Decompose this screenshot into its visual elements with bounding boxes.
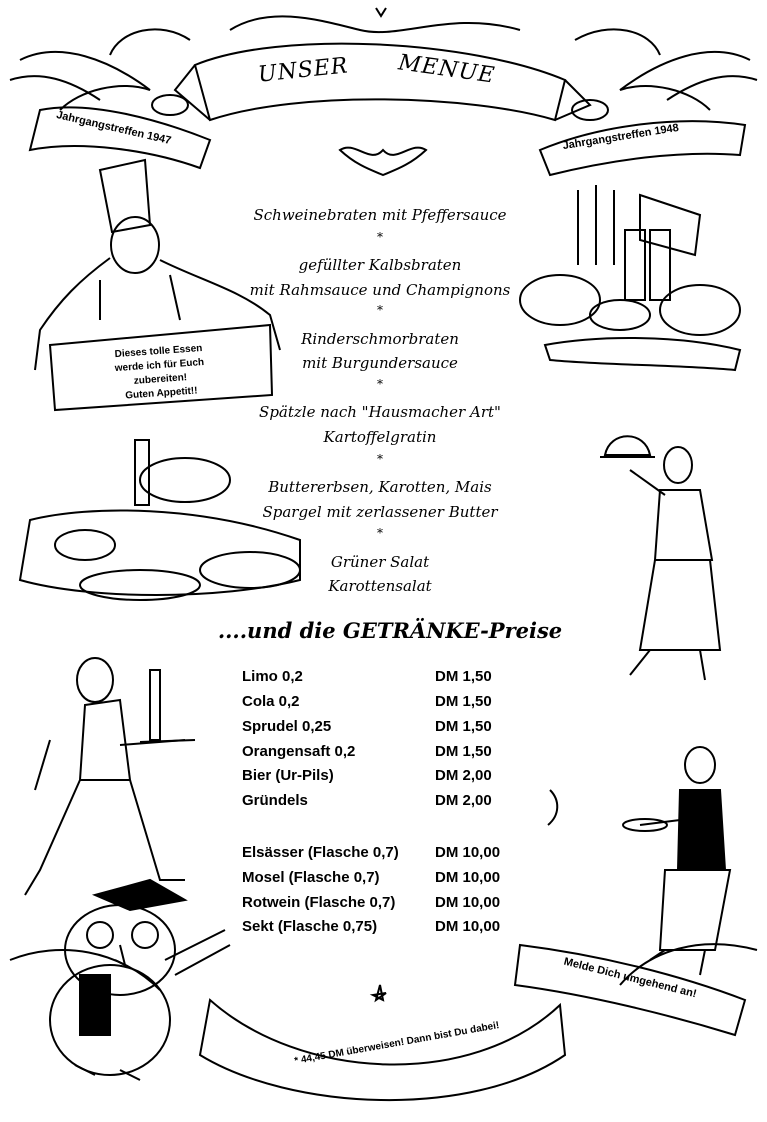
menu-item-schweinebraten: Schweinebraten mit Pfeffersauce bbox=[253, 206, 507, 224]
drinks-heading: ....und die GETRÄNKE-Preise bbox=[217, 618, 563, 643]
drink-price: DM 1,50 bbox=[435, 743, 492, 760]
drink-price: DM 10,00 bbox=[435, 844, 501, 861]
drink-name: Limo 0,2 bbox=[242, 668, 303, 685]
drink-name: Cola 0,2 bbox=[242, 693, 300, 710]
footer-right-banner bbox=[515, 945, 745, 1035]
drink-name: Orangensaft 0,2 bbox=[242, 743, 356, 760]
footer-signup-text: Melde Dich umgehend an! bbox=[562, 955, 698, 1001]
drink-price: DM 10,00 bbox=[435, 894, 501, 911]
drink-name: Bier (Ur-Pils) bbox=[242, 767, 334, 784]
drink-row bbox=[242, 918, 532, 942]
drink-row bbox=[242, 894, 532, 918]
banner-1948: Jahrgangstreffen 1948 bbox=[561, 121, 680, 153]
menu-separator: * bbox=[377, 526, 383, 540]
chef-sign-line-4: Guten Appetit!! bbox=[124, 385, 198, 402]
drink-price: DM 1,50 bbox=[435, 718, 492, 735]
menu-separator: * bbox=[377, 230, 383, 244]
drink-price: DM 1,50 bbox=[435, 668, 492, 685]
menu-item-gemuese: Buttererbsen, Karotten, Mais bbox=[268, 478, 492, 496]
drink-row bbox=[242, 844, 532, 868]
drink-row bbox=[242, 668, 532, 692]
drink-name: Sekt (Flasche 0,75) bbox=[242, 918, 378, 935]
chef-sign-text bbox=[93, 341, 227, 406]
drink-row bbox=[242, 869, 532, 893]
menu-separator: * bbox=[377, 452, 383, 466]
menu-item-kalbsbraten: gefüllter Kalbsbraten bbox=[298, 256, 462, 274]
banquet-illustration-right bbox=[520, 185, 740, 370]
drink-row bbox=[242, 792, 532, 816]
waiter-beer-illustration bbox=[623, 747, 730, 975]
footer-payment-text: * 44,45 DM überweisen! Dann bist Du dabei! bbox=[293, 1020, 501, 1067]
waiter-cloche-illustration bbox=[600, 436, 720, 680]
title-banner bbox=[195, 44, 565, 120]
drink-price: DM 10,00 bbox=[435, 918, 501, 935]
menu-item-rinderschmorbraten-sauce: mit Burgundersauce bbox=[302, 354, 458, 372]
menu-item-karottensalat: Karottensalat bbox=[328, 577, 432, 595]
menu-item-kalbsbraten-sauce: mit Rahmsauce und Champignons bbox=[249, 281, 511, 299]
drink-name: Sprudel 0,25 bbox=[242, 718, 332, 735]
drink-row bbox=[242, 743, 532, 767]
title-menue: MENUE bbox=[396, 50, 497, 89]
menu-separator: * bbox=[377, 303, 383, 317]
owl-illustration bbox=[50, 880, 230, 1080]
waiter-bottle-illustration bbox=[25, 658, 195, 895]
chef-sign-line-3: zubereiten! bbox=[133, 372, 188, 387]
drink-name: Elsässer (Flasche 0,7) bbox=[242, 844, 399, 861]
menu-item-spaetzle: Spätzle nach "Hausmacher Art" bbox=[259, 403, 501, 421]
menu-item-kartoffelgratin: Kartoffelgratin bbox=[323, 428, 437, 446]
drink-price: DM 2,00 bbox=[435, 792, 492, 809]
drink-name: Gründels bbox=[242, 792, 308, 809]
title-unser: UNSER bbox=[256, 53, 350, 88]
drink-price: DM 1,50 bbox=[435, 693, 492, 710]
menu-item-spargel: Spargel mit zerlassener Butter bbox=[262, 503, 498, 521]
menu-separator: * bbox=[377, 377, 383, 391]
drink-name: Rotwein (Flasche 0,7) bbox=[242, 894, 396, 911]
menu-item-gruener-salat: Grüner Salat bbox=[330, 553, 430, 571]
drink-row bbox=[242, 693, 532, 717]
chef-sign-line-2: werde ich für Euch bbox=[114, 356, 205, 375]
drink-price: DM 10,00 bbox=[435, 869, 501, 886]
drink-name: Mosel (Flasche 0,7) bbox=[242, 869, 380, 886]
drink-row bbox=[242, 718, 532, 742]
menu-item-rinderschmorbraten: Rinderschmorbraten bbox=[301, 330, 459, 348]
drink-row bbox=[242, 767, 532, 791]
drink-price: DM 2,00 bbox=[435, 767, 492, 784]
chef-sign-line-1: Dieses tolle Essen bbox=[114, 343, 203, 361]
banner-1947: Jahrgangstreffen 1947 bbox=[55, 108, 173, 148]
